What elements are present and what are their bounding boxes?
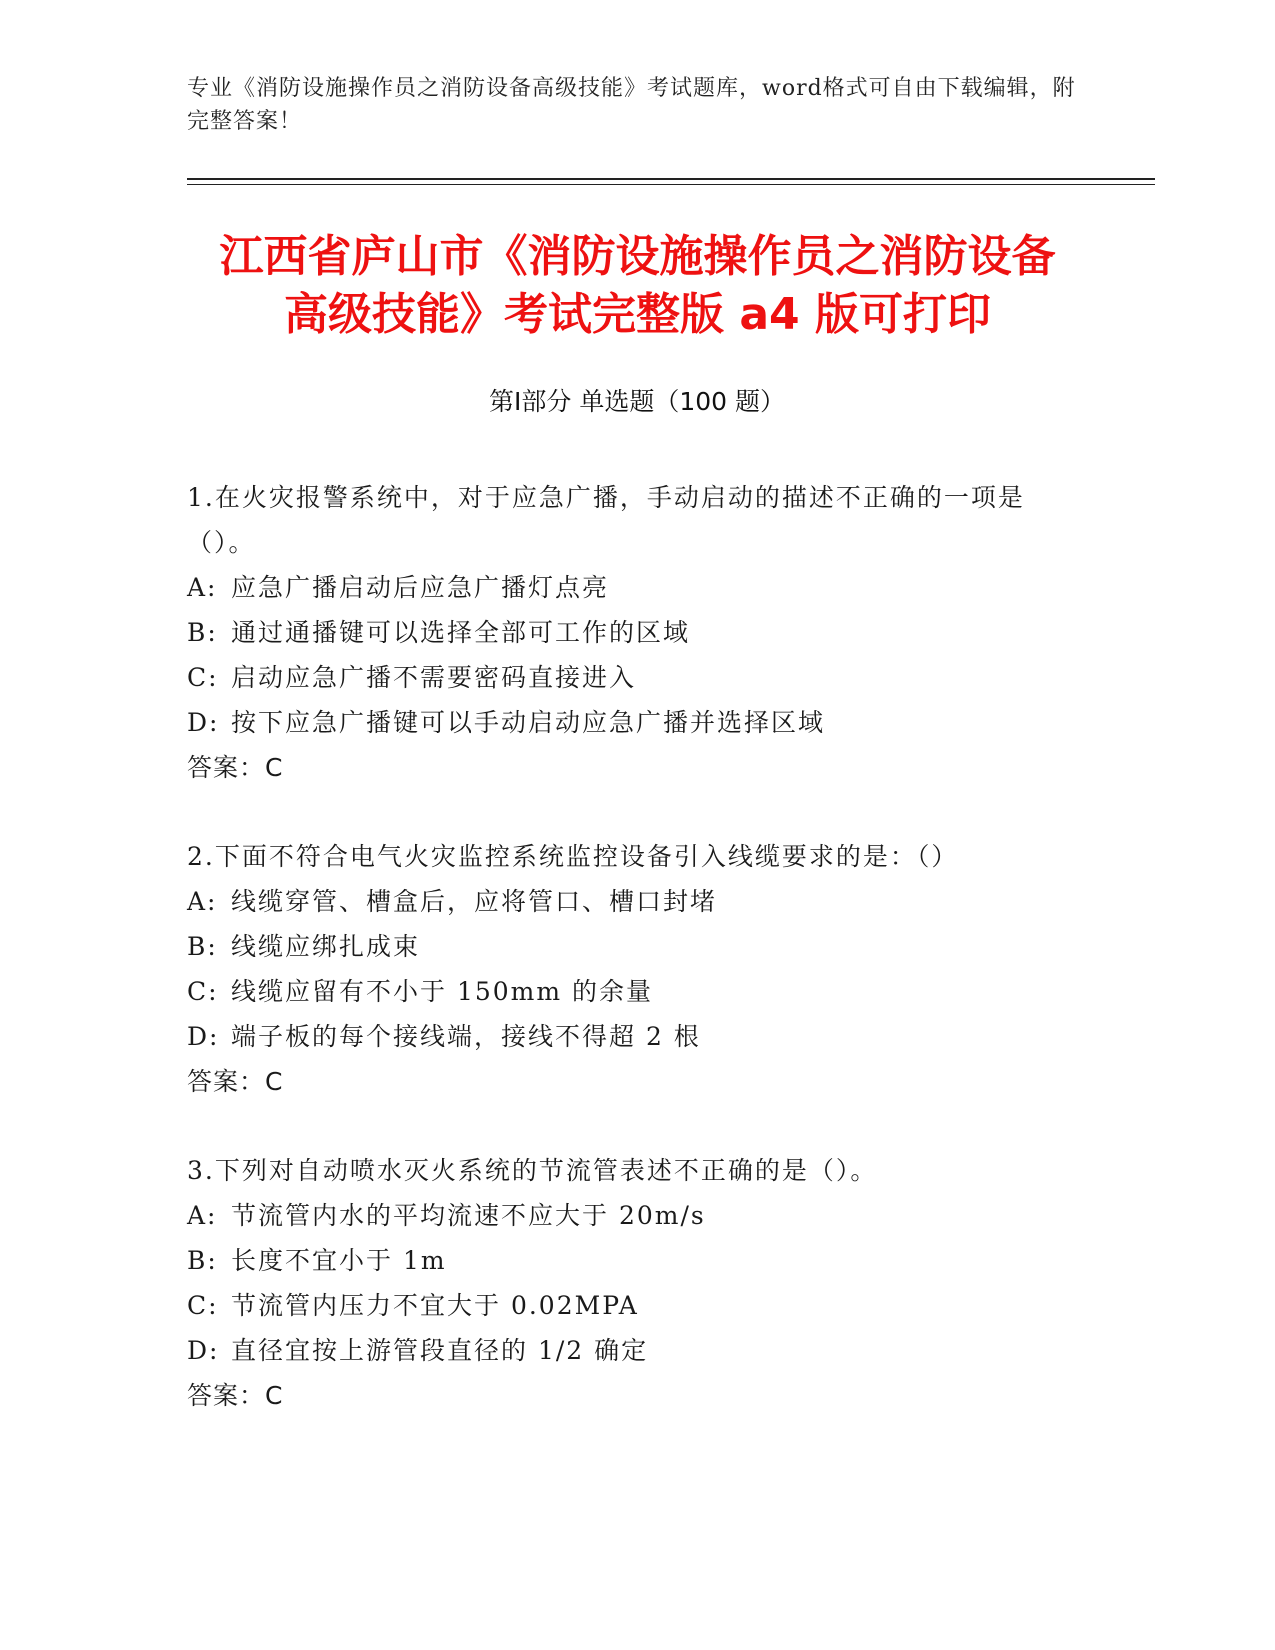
question-answer: 答案：C [187,1381,284,1410]
question-stem: 3.下列对自动喷水灭火系统的节流管表述不正确的是（）。 [187,1156,878,1185]
question-option-a [187,565,1067,610]
option-key: D: [187,708,220,737]
option-key: D: [187,1336,220,1365]
option-text: 节流管内水的平均流速不应大于 20m/s [231,1201,706,1230]
option-key: A: [187,1201,218,1230]
option-text: 线缆穿管、槽盒后，应将管口、槽口封堵 [231,887,718,916]
header-divider-thin [187,184,1155,185]
section-title: 第Ⅰ部分 单选题（100 题） [489,387,785,416]
option-key: C: [187,663,219,692]
question-answer: 答案：C [187,753,284,782]
question-option-c [187,969,1067,1014]
option-key: B: [187,1246,218,1275]
option-text: 节流管内压力不宜大于 0.02MPA [231,1291,639,1320]
option-text: 应急广播启动后应急广播灯点亮 [231,573,610,602]
option-text: 直径宜按上游管段直径的 1/2 确定 [231,1336,649,1365]
question-item [187,1148,1067,1418]
question-list [187,475,1067,1462]
question-option-a [187,1193,1067,1238]
option-key: A: [187,573,218,602]
document-title-line-2: 高级技能》考试完整版 a4 版可打印 [284,289,991,340]
option-key: A: [187,887,218,916]
question-option-c [187,655,1067,700]
document-title-line-1: 江西省庐山市《消防设施操作员之消防设备 [219,231,1056,282]
option-text: 线缆应绑扎成束 [231,932,421,961]
question-stem: 2.下面不符合电气火灾监控系统监控设备引入线缆要求的是：（） [187,842,959,871]
question-option-d [187,700,1067,745]
option-text: 长度不宜小于 1m [231,1246,447,1275]
header-note: 专业《消防设施操作员之消防设备高级技能》考试题库，word格式可自由下载编辑，附完整答案！ [187,76,1076,134]
option-text: 线缆应留有不小于 150mm 的余量 [231,977,654,1006]
option-text: 端子板的每个接线端，接线不得超 2 根 [231,1022,701,1051]
option-key: C: [187,977,219,1006]
question-stem: 1.在火灾报警系统中，对于应急广播，手动启动的描述不正确的一项是（）。 [187,483,1025,557]
option-key: B: [187,618,218,647]
option-text: 启动应急广播不需要密码直接进入 [231,663,637,692]
question-item [187,475,1067,790]
option-key: D: [187,1022,220,1051]
question-option-b [187,610,1067,655]
question-option-b [187,924,1067,969]
question-option-c [187,1283,1067,1328]
option-text: 通过通播键可以选择全部可工作的区域 [231,618,691,647]
option-key: B: [187,932,218,961]
question-option-b [187,1238,1067,1283]
option-text: 按下应急广播键可以手动启动应急广播并选择区域 [231,708,826,737]
question-option-d [187,1014,1067,1059]
question-option-a [187,879,1067,924]
header-divider-thick [187,178,1155,180]
question-item [187,834,1067,1104]
question-answer: 答案：C [187,1067,284,1096]
option-key: C: [187,1291,219,1320]
document-title [140,228,1135,344]
question-option-d [187,1328,1067,1373]
